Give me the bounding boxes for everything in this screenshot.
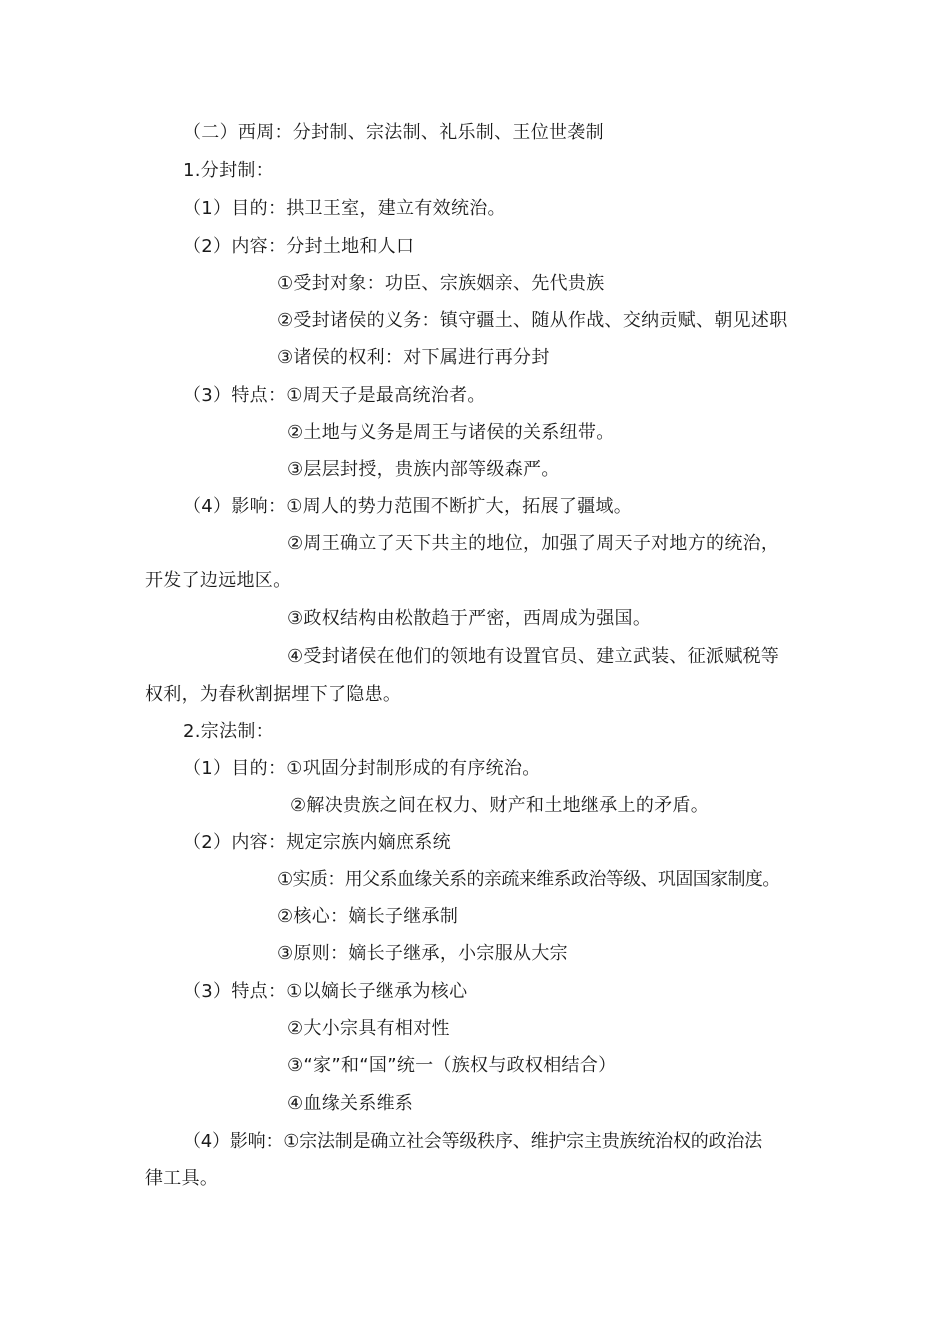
text-line: （3）特点：①以嫡长子继承为核心	[183, 981, 468, 1002]
subsection-heading: 1.分封制：	[183, 160, 274, 181]
text-line: ①受封对象：功臣、宗族姻亲、先代贵族	[277, 273, 605, 294]
text-line: ②大小宗具有相对性	[287, 1018, 450, 1039]
text-line: （1）目的：①巩固分封制形成的有序统治。	[183, 758, 541, 779]
text-line: 权利，为春秋割据埋下了隐患。	[145, 684, 402, 705]
text-line: ③诸侯的权利：对下属进行再分封	[277, 347, 550, 368]
text-line: （2）内容：分封土地和人口	[183, 236, 415, 257]
text-line: ③政权结构由松散趋于严密，西周成为强国。	[287, 608, 652, 629]
text-line: ④血缘关系维系	[287, 1093, 414, 1114]
text-line: ④受封诸侯在他们的领地有设置官员、建立武装、征派赋税等	[287, 646, 780, 667]
text-line: ③“家”和“国”统一（族权与政权相结合）	[287, 1055, 617, 1076]
text-line: （4）影响：①周人的势力范围不断扩大，拓展了疆域。	[183, 496, 633, 517]
text-line: ③层层封授，贵族内部等级森严。	[287, 459, 560, 480]
text-line: ①实质：用父系血缘关系的亲疏来维系政治等级、巩固国家制度。	[277, 869, 780, 890]
text-line: ③原则：嫡长子继承，小宗服从大宗	[277, 943, 568, 964]
text-line: 律工具。	[145, 1168, 219, 1189]
text-line: ②土地与义务是周王与诸侯的关系纽带。	[287, 422, 615, 443]
text-line: ②核心：嫡长子继承制	[277, 906, 459, 927]
text-line: （2）内容：规定宗族内嫡庶系统	[183, 832, 451, 853]
text-line: （1）目的：拱卫王室，建立有效统治。	[183, 198, 506, 219]
text-line: 开发了边远地区。	[145, 570, 292, 591]
text-line: ②周王确立了天下共主的地位，加强了周天子对地方的统治，	[287, 533, 780, 554]
section-heading: （二）西周：分封制、宗法制、礼乐制、王位世袭制	[183, 122, 604, 143]
text-line: ②解决贵族之间在权力、财产和土地继承上的矛盾。	[290, 795, 710, 816]
text-line: （3）特点：①周天子是最高统治者。	[183, 385, 486, 406]
text-line: ②受封诸侯的义务：镇守疆土、随从作战、交纳贡赋、朝见述职	[277, 310, 788, 331]
subsection-heading: 2.宗法制：	[183, 721, 274, 742]
text-line: （4）影响：①宗法制是确立社会等级秩序、维护宗主贵族统治权的政治法	[183, 1131, 762, 1152]
